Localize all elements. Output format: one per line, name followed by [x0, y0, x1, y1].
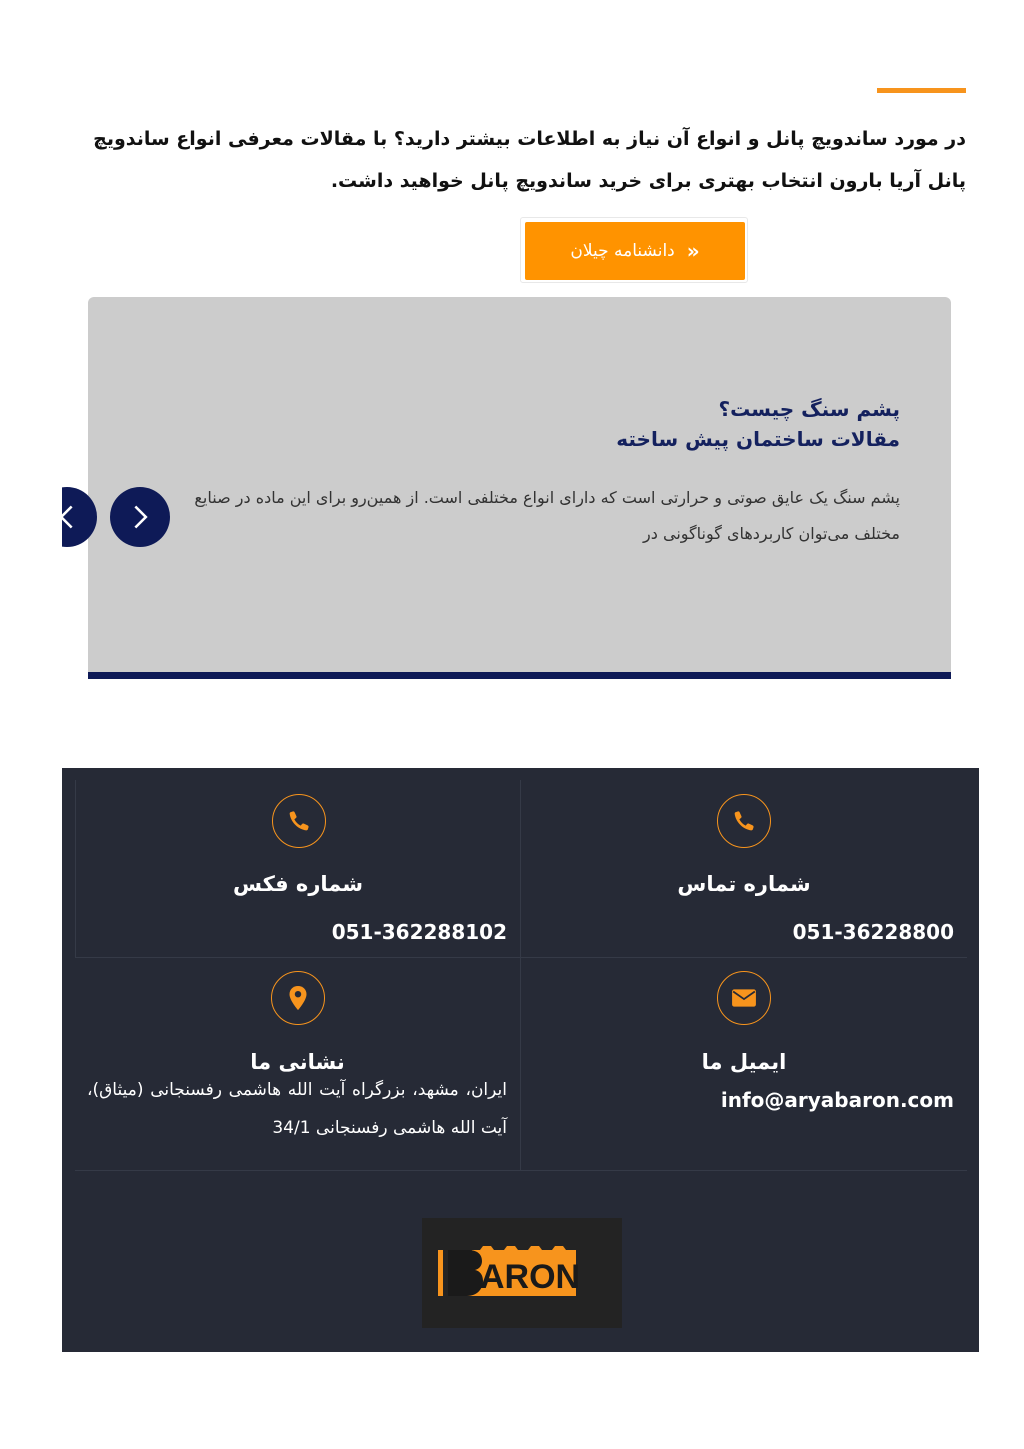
map-marker-icon — [271, 971, 325, 1025]
slider-prev-button[interactable] — [62, 487, 97, 547]
contact-address — [75, 958, 521, 1171]
envelope-icon — [717, 971, 771, 1025]
article-category: مقالات ساختمان پیش ساخته — [616, 427, 900, 451]
svg-text:ARON: ARON — [480, 1258, 581, 1296]
contact-phone — [521, 780, 967, 958]
double-chevron-left-icon: « — [686, 239, 700, 263]
baron-logo[interactable] — [422, 1218, 622, 1328]
contact-phone-title: شماره تماس — [677, 872, 811, 896]
article-title: پشم سنگ چیست؟ — [718, 397, 900, 421]
contact-email-title: ایمیل ما — [701, 1050, 787, 1074]
baron-logo-image — [432, 1238, 612, 1308]
cta-frame — [520, 217, 748, 283]
encyclopedia-button[interactable] — [525, 222, 745, 280]
contact-footer — [62, 768, 979, 1352]
slider-next-button[interactable] — [110, 487, 170, 547]
contact-fax-title: شماره فکس — [232, 872, 364, 896]
article-card-title[interactable] — [616, 394, 900, 454]
contact-email — [521, 958, 967, 1171]
chevron-right-icon — [126, 503, 154, 531]
contact-address-title: نشانی ما — [250, 1050, 345, 1074]
intro-text: در مورد ساندویچ پانل و انواع آن نیاز به اطلاعات بیشتر دارید؟ با مقالات معرفی انواع ساندویچ پانل آریا بارون انتخاب بهتری برای خرید ساندویچ پانل خواهید داشت. — [93, 128, 966, 192]
contact-fax — [75, 780, 521, 958]
article-slider — [88, 297, 951, 679]
contact-address-value: ایران، مشهد، بزرگراه آیت الله هاشمی رفسنجانی (میثاق)، آیت الله هاشمی رفسنجانی 34/1 — [87, 1080, 507, 1138]
slider-bottom-bar — [88, 672, 951, 679]
contact-email-value[interactable]: info@aryabaron.com — [720, 1088, 954, 1112]
slider-prev-clip — [62, 487, 97, 547]
phone-icon — [272, 794, 326, 848]
encyclopedia-button-label: دانشنامه چیلان — [570, 241, 675, 261]
contact-phone-value[interactable]: 051-36228800 — [792, 920, 954, 944]
chevron-left-icon — [62, 503, 81, 531]
article-excerpt: پشم سنگ یک عایق صوتی و حرارتی است که دارای انواع مختلفی است. از همین‌رو برای این ماده در صنایع مختلف می‌توان کاربردهای گوناگونی در — [194, 488, 900, 543]
section-accent-line — [877, 88, 966, 93]
contact-fax-value: 051-362288102 — [331, 920, 507, 944]
phone-icon — [717, 794, 771, 848]
